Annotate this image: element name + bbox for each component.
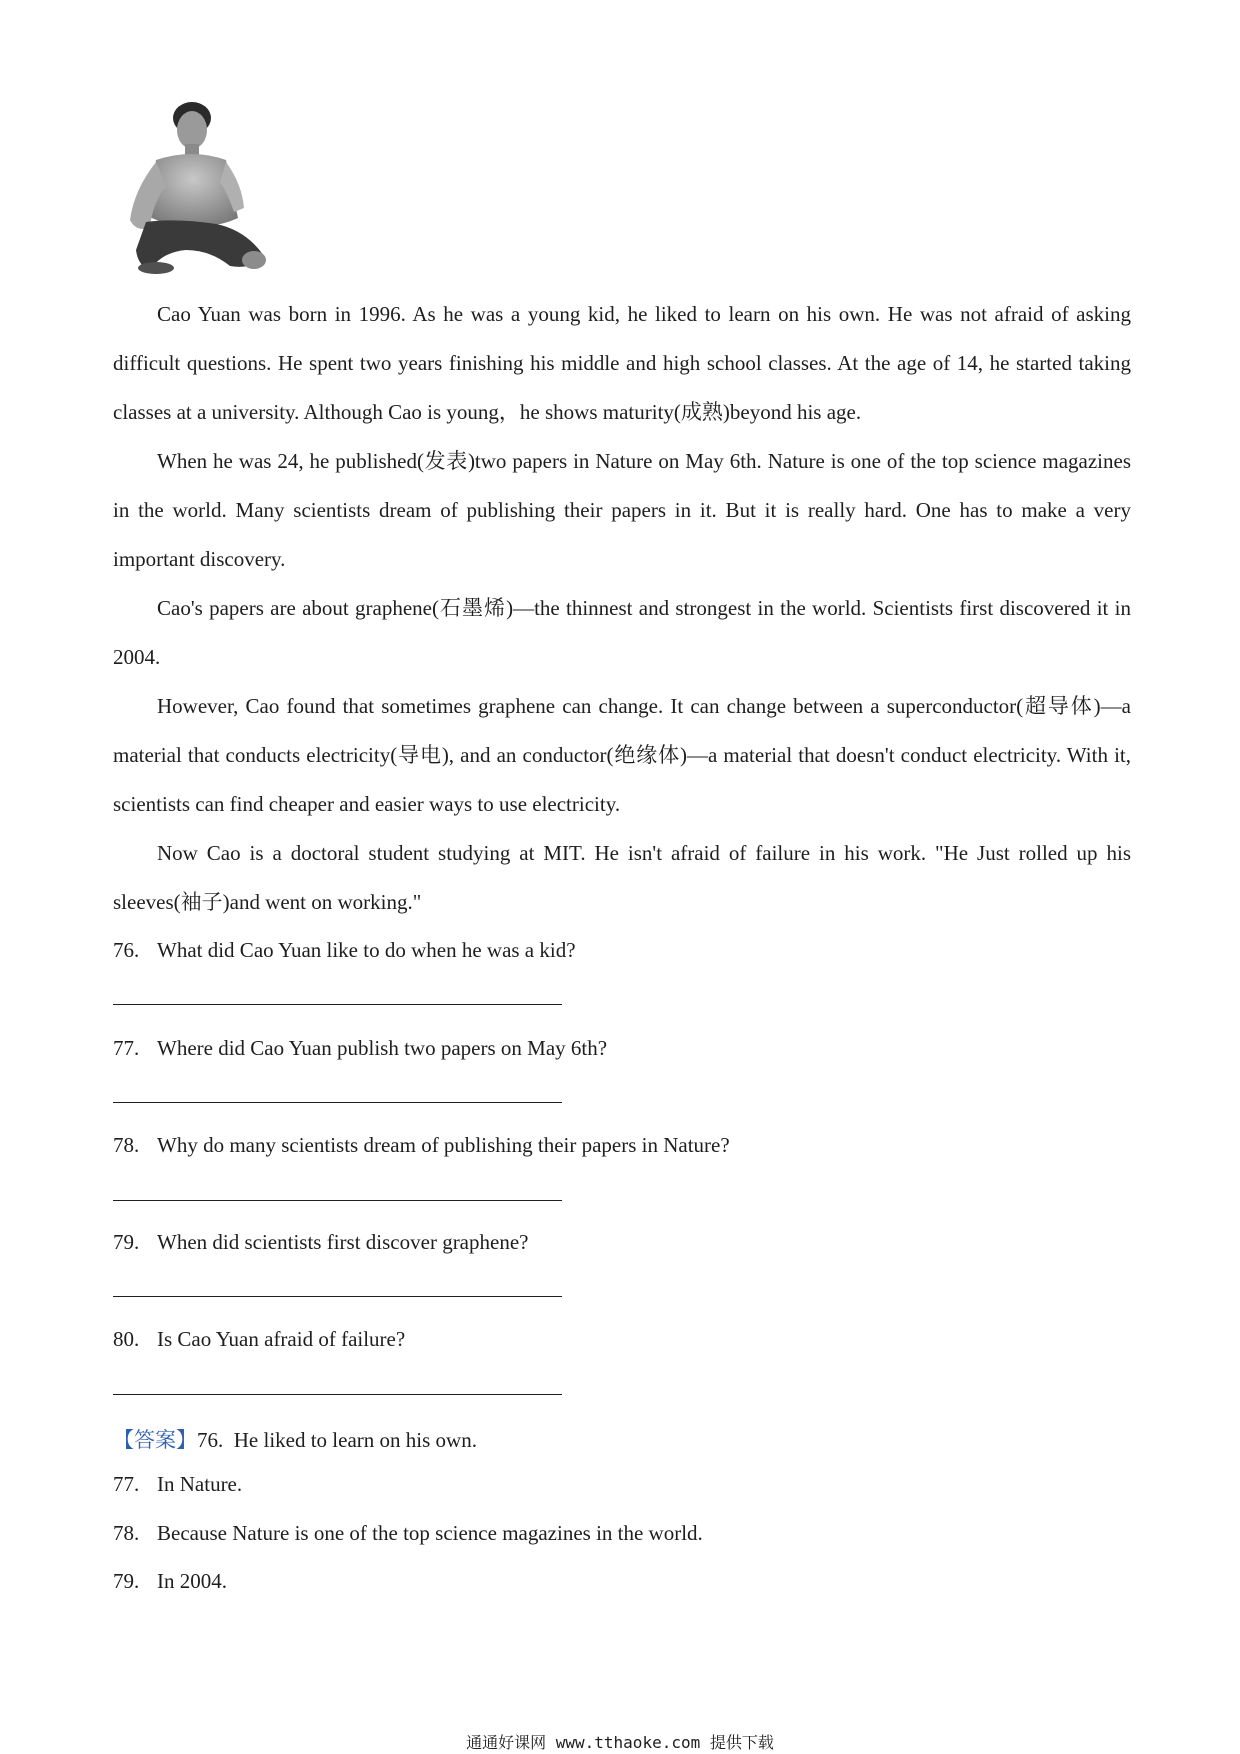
question-80 bbox=[113, 1327, 1131, 1352]
question-number: 76. bbox=[113, 938, 140, 962]
answer-blank-77[interactable] bbox=[113, 1102, 562, 1103]
question-number: 78. bbox=[113, 1133, 140, 1157]
passage-paragraph: When he was 24, he published(发表)two papers in Nature on May 6th. Nature is one of the top science magazines in the world. Many scientists dream of publishing their papers in it. But it is really hard. One has to make a very important discovery. bbox=[113, 449, 1131, 571]
question-number: 79. bbox=[113, 1230, 140, 1254]
question-text: What did Cao Yuan like to do when he was a kid? bbox=[157, 938, 576, 962]
answer-79 bbox=[113, 1569, 1131, 1594]
question-text: Where did Cao Yuan publish two papers on May 6th? bbox=[157, 1036, 608, 1060]
question-78 bbox=[113, 1133, 1131, 1158]
page-footer: 通通好课网 www.tthaoke.com 提供下载 bbox=[466, 1733, 774, 1752]
question-77 bbox=[113, 1036, 1131, 1061]
question-number: 80. bbox=[113, 1327, 140, 1351]
answer-77 bbox=[113, 1472, 1131, 1497]
answer-number: 79. bbox=[113, 1569, 140, 1593]
answer-76 bbox=[113, 1424, 1131, 1454]
reading-passage bbox=[113, 290, 1131, 927]
answer-number: 77. bbox=[113, 1472, 140, 1496]
answer-blank-76[interactable] bbox=[113, 1004, 562, 1005]
question-number: 77. bbox=[113, 1036, 140, 1060]
passage-paragraph: Cao Yuan was born in 1996. As he was a young kid, he liked to learn on his own. He was not afraid of asking difficult questions. He spent two years finishing his middle and high school classes. At the age of 14, he started taking classes at a university. Although Cao is young，he shows maturity(成熟)beyond his age. bbox=[113, 302, 1131, 424]
passage-paragraph: However, Cao found that sometimes graphene can change. It can change between a superconductor(超导体)—a material that conducts electricity(导电), and an conductor(绝缘体)—a material that doesn't conduct electricity. With it, scientists can find cheaper and easier ways to use electricity. bbox=[113, 694, 1131, 816]
question-text: Is Cao Yuan afraid of failure? bbox=[157, 1327, 406, 1351]
answer-number: 78. bbox=[113, 1521, 140, 1545]
answer-blank-80[interactable] bbox=[113, 1394, 562, 1395]
answer-78 bbox=[113, 1521, 1131, 1546]
answer-text: Because Nature is one of the top science magazines in the world. bbox=[157, 1521, 703, 1545]
answer-text: He liked to learn on his own. bbox=[233, 1428, 477, 1452]
answer-text: In Nature. bbox=[157, 1472, 243, 1496]
passage-paragraph: Now Cao is a doctoral student studying at MIT. He isn't afraid of failure in his work. "He Just rolled up his sleeves(袖子)and went on working." bbox=[113, 841, 1131, 914]
passage-paragraph: Cao's papers are about graphene(石墨烯)—the thinnest and strongest in the world. Scientists first discovered it in 2004. bbox=[113, 596, 1131, 669]
student-photo bbox=[126, 100, 276, 276]
answer-text: In 2004. bbox=[157, 1569, 227, 1593]
question-text: Why do many scientists dream of publishing their papers in Nature? bbox=[157, 1133, 730, 1157]
answer-blank-78[interactable] bbox=[113, 1200, 562, 1201]
answer-tag: 【答案】 bbox=[113, 1428, 197, 1452]
answer-blank-79[interactable] bbox=[113, 1296, 562, 1297]
question-79 bbox=[113, 1230, 1131, 1255]
question-text: When did scientists first discover graphene? bbox=[157, 1230, 529, 1254]
answer-number: 76. bbox=[197, 1428, 224, 1452]
question-76 bbox=[113, 938, 1131, 963]
